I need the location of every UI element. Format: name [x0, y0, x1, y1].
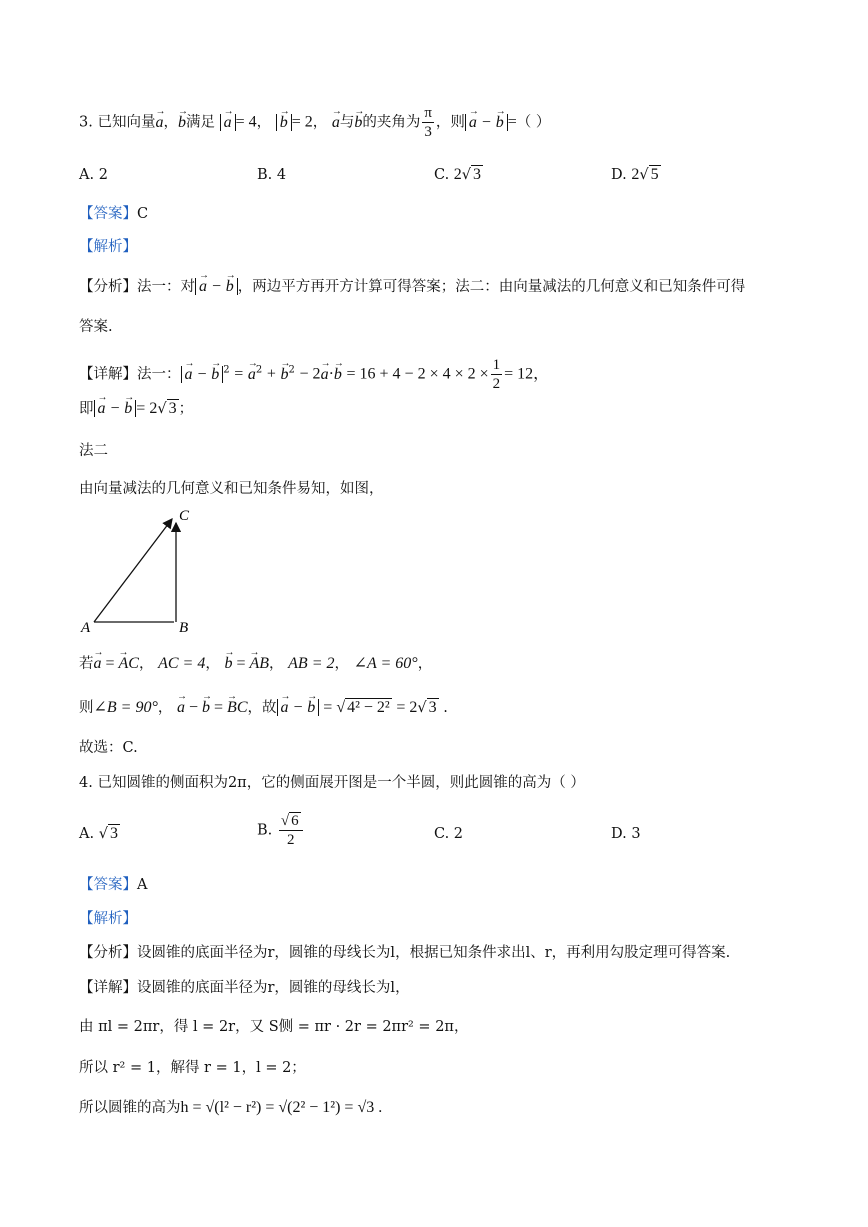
- q4-answer: 【答案】A: [79, 877, 148, 893]
- q4-option-c: C. 2: [434, 826, 464, 842]
- q4-analysis: 【解析】: [79, 911, 137, 927]
- angle-fraction: $\frac{\pi}{3}$: [424, 105, 432, 140]
- q3-number: 3.: [79, 114, 93, 131]
- q3-text-d: 的夹角为: [362, 114, 421, 131]
- q3-ruo: 若→ a = → AC， AC = 4， → b = → AB， AB = 2， ∠A = 60°，: [79, 653, 432, 675]
- label-a: A: [81, 620, 91, 635]
- q4-option-a: A. √ 3: [79, 825, 118, 842]
- vec-a: → a: [155, 112, 163, 134]
- q4-detail: 【详解】设圆锥的底面半径为r，圆锥的母线长为l，: [79, 980, 410, 996]
- abs-b: → b: [276, 114, 292, 131]
- q3-fenxi: 【分析】法一：对→ a − → b ，两边平方再开方计算可得答案；法二：由向量减法的几何意义和已知条件可得: [79, 276, 745, 298]
- q3-ji: 即→ a − → b = 2√ 3 ；: [79, 398, 193, 420]
- vector-ac: [94, 519, 172, 622]
- q3-fa2-text: 由向量减法的几何意义和已知条件易知，如图，: [79, 481, 384, 497]
- abs-a-minus-b: → a − → b: [465, 114, 508, 131]
- q4-fenxi: 【分析】设圆锥的底面半径为r，圆锥的母线长为l，根据已知条件求出l、r，再利用勾股定理可得答案.: [79, 945, 731, 961]
- q4-option-d: D. 3: [611, 826, 641, 842]
- q3-option-b: B. 4: [257, 167, 287, 183]
- q4-option-b: B. $\frac{√ 6}{2}$: [257, 812, 305, 849]
- cond-a: = 4: [235, 113, 257, 131]
- q3-text-e: ，则: [435, 114, 465, 131]
- q3-text-a: 已知向量: [97, 114, 156, 131]
- q3-text-b: 满足: [185, 114, 215, 131]
- q3-analysis: 【解析】: [79, 239, 137, 255]
- q3-ze: 则∠B = 90°， → a − → b = → BC，故→ a − → b = √ 4² − 2² = 2√ 3 .: [79, 697, 448, 719]
- answer-value: C: [137, 206, 149, 222]
- q3-text-c: 与: [339, 114, 355, 131]
- q3-guxuan: 故选：C.: [79, 740, 138, 756]
- q4-line1: 由 πl = 2πr，得 l = 2r，又 S侧 = πr · 2r = 2πr² = 2π，: [79, 1019, 469, 1035]
- answer-tag: 【答案】: [79, 206, 137, 222]
- q4-line3: 所以圆锥的高为h = √(l² − r²) = √(2² − 1²) = √3 .: [79, 1099, 383, 1116]
- q3-option-a: A. 2: [79, 167, 108, 183]
- q3-option-c: C. 2√ 3: [434, 166, 482, 183]
- q3-fenxi-cont: 答案.: [79, 319, 113, 335]
- q4-line2: 所以 r² = 1，解得 r = 1，l = 2；: [79, 1060, 306, 1076]
- q3-answer: [79, 203, 148, 225]
- vec-a-2: → a: [332, 112, 340, 134]
- label-b: B: [179, 620, 189, 635]
- label-c: C: [179, 508, 190, 524]
- abs-a: → a: [220, 114, 236, 131]
- q3-detail: 【详解】法一：→ a − → b $^2$ = → $a^2$ + → $b^2 - 2\to a\cdot\to b = 16 + 4 - 2 \times 4 \times 2$ × $\frac{1}{2}$ = 12，: [79, 356, 549, 393]
- q3-option-d: D. 2√ 5: [611, 166, 659, 183]
- vec-b-2: → b: [354, 112, 362, 134]
- cond-b: = 2: [291, 113, 313, 131]
- triangle-figure: [75, 505, 205, 635]
- q3-fa2: 法二: [79, 443, 108, 459]
- q3-stem: 3. 已知向量→ a，→ b满足 → a = 4， → b = 2， → a与→ b的夹角为 $\frac{\pi}{3}$ ，则→ a − → b =（ ）: [79, 104, 550, 141]
- vec-b: → b: [178, 112, 186, 134]
- q4-stem: 4. 已知圆锥的侧面积为2π，它的侧面展开图是一个半圆，则此圆锥的高为（ ）: [79, 775, 585, 791]
- q3-text-f: （ ）: [516, 114, 551, 131]
